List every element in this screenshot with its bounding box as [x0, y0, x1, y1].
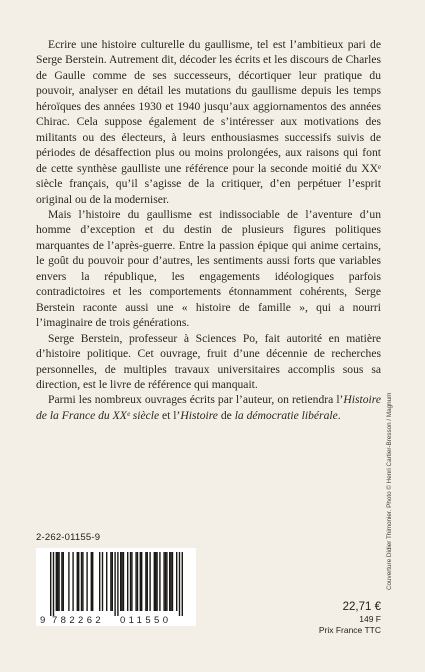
barcode-bar	[77, 552, 78, 611]
barcode-bar	[78, 552, 79, 611]
barcode-bar	[99, 552, 100, 611]
price-label: Prix France TTC	[318, 625, 381, 635]
barcode-bar	[166, 552, 167, 611]
price-block	[319, 600, 381, 636]
barcode-bar	[106, 552, 107, 611]
barcode-bar	[127, 552, 128, 611]
barcode-bar	[145, 552, 146, 611]
book-title-2b: la démocratie libérale	[234, 408, 338, 422]
price-euro: 22,71 €	[342, 601, 381, 613]
barcode-right-digits: 011550	[120, 615, 172, 626]
barcode-bar	[56, 552, 57, 611]
barcode-bar	[53, 552, 54, 616]
barcode-bar	[123, 552, 124, 611]
barcode-first-digit: 9	[40, 615, 46, 626]
barcode-bar	[169, 552, 170, 611]
price-franc: 149 F	[359, 614, 381, 624]
barcode-bar	[179, 552, 180, 616]
barcode-bar	[140, 552, 141, 611]
paragraph-4	[36, 392, 381, 423]
barcode-bar	[131, 552, 132, 611]
barcode-bar	[141, 552, 142, 611]
barcode-bar	[50, 552, 51, 616]
book-title-2a: Histoire	[180, 408, 218, 422]
barcode-bar	[176, 552, 177, 611]
photo-credit-text: Couverture Didier Thimonier. Photo © Henri Cartier-Bresson / Magnum	[386, 392, 393, 590]
barcode-bar	[163, 552, 164, 611]
paragraph-4-connector: et l’	[159, 408, 181, 422]
barcode-bar	[159, 552, 160, 611]
barcode-bar	[120, 552, 121, 611]
barcode-bar	[86, 552, 87, 611]
barcode-bar	[61, 552, 62, 611]
paragraph-4-end: .	[337, 408, 341, 422]
barcode-bar	[147, 552, 148, 611]
barcode-bar	[58, 552, 59, 611]
barcode-bar	[92, 552, 93, 611]
barcode-bar	[81, 552, 82, 611]
barcode-bar	[63, 552, 64, 611]
barcode-bar	[182, 552, 183, 616]
barcode-bar	[170, 552, 171, 611]
paragraph-2: Mais l’histoire du gaullisme est indissociable de l’aventure d’un homme d’exception et du destin de plusieurs figures politiques marquantes de l’après-guerre. Entre la passion épique qui anime certains, le goût du pouvoir pour d’autres, les sentiments aussi forts que variables envers la république, les engagements idéologiques parfois contradictoires et les comportements étonnamment cohérents, Serge Berstein raconte aussi une « histoire de famille », qui a nourri l’imaginaire de trois générations.	[36, 207, 381, 330]
barcode-bar	[57, 552, 58, 611]
barcode-bar	[155, 552, 156, 611]
barcode-bar	[135, 552, 136, 611]
barcode-bar	[117, 552, 118, 616]
barcode-bar	[72, 552, 73, 611]
photo-credit	[386, 392, 400, 590]
barcode-bar	[156, 552, 157, 611]
barcode-bar	[149, 552, 150, 611]
barcode-bar	[82, 552, 83, 611]
isbn: 2-262-01155-9	[36, 532, 101, 543]
paragraph-1: Ecrire une histoire culturelle du gaullisme, tel est l’ambitieux pari de Serge Berstein. Autrement dit, décoder les écrits et les discours de Charles de Gaulle comme de ses successeurs, décortiquer leur pratique du pouvoir, analyser en détail les mutations du gaullisme depuis les temps héroïques des années 1930 et 1940 jusqu’aux aggiornamentos des années Chirac. Cela suppose également de s’intéresser aux motivations des militants ou des électeurs, à leurs enthousiasmes successifs suivis de périodes de désaffection plus ou moins prolongées, aux raisons qui font de cette synthèse gaulliste une référence pour la seconde moitié du XXᵉ siècle français, qu’il s’agisse de la critiquer, d’en perpétuer l’esprit original ou de la moderniser.	[36, 38, 381, 206]
paragraph-3: Serge Berstein, professeur à Sciences Po, fait autorité en matière d’histoire politique. Cet ouvrage, fruit d’une décennie de recherches personnelles, de multiples travaux universitaires accomplis sous sa direction, est le livre de référence qui manquait.	[36, 331, 381, 391]
barcode-bar	[172, 552, 173, 611]
barcode-graphic	[36, 548, 196, 626]
barcode	[36, 548, 196, 626]
barcode-bar	[91, 552, 92, 611]
book-title-1: Histoire de la France du XXᵉ siècle	[36, 393, 381, 422]
blurb-text	[36, 37, 381, 423]
barcode-left-digits: 782262	[52, 615, 105, 626]
barcode-bar	[112, 552, 113, 611]
barcode-bar	[68, 552, 69, 611]
barcode-bar	[130, 552, 131, 611]
paragraph-4-text: Parmi les nombreux ouvrages écrits par l’auteur, on retiendra l’	[48, 393, 344, 407]
barcode-bar	[110, 552, 111, 611]
paragraph-4-connector-2: de	[217, 408, 235, 422]
barcode-bar	[102, 552, 103, 611]
barcode-bar	[165, 552, 166, 611]
barcode-bar	[114, 552, 115, 616]
barcode-bar	[154, 552, 155, 611]
barcode-bar	[121, 552, 122, 611]
barcode-bar	[137, 552, 138, 611]
